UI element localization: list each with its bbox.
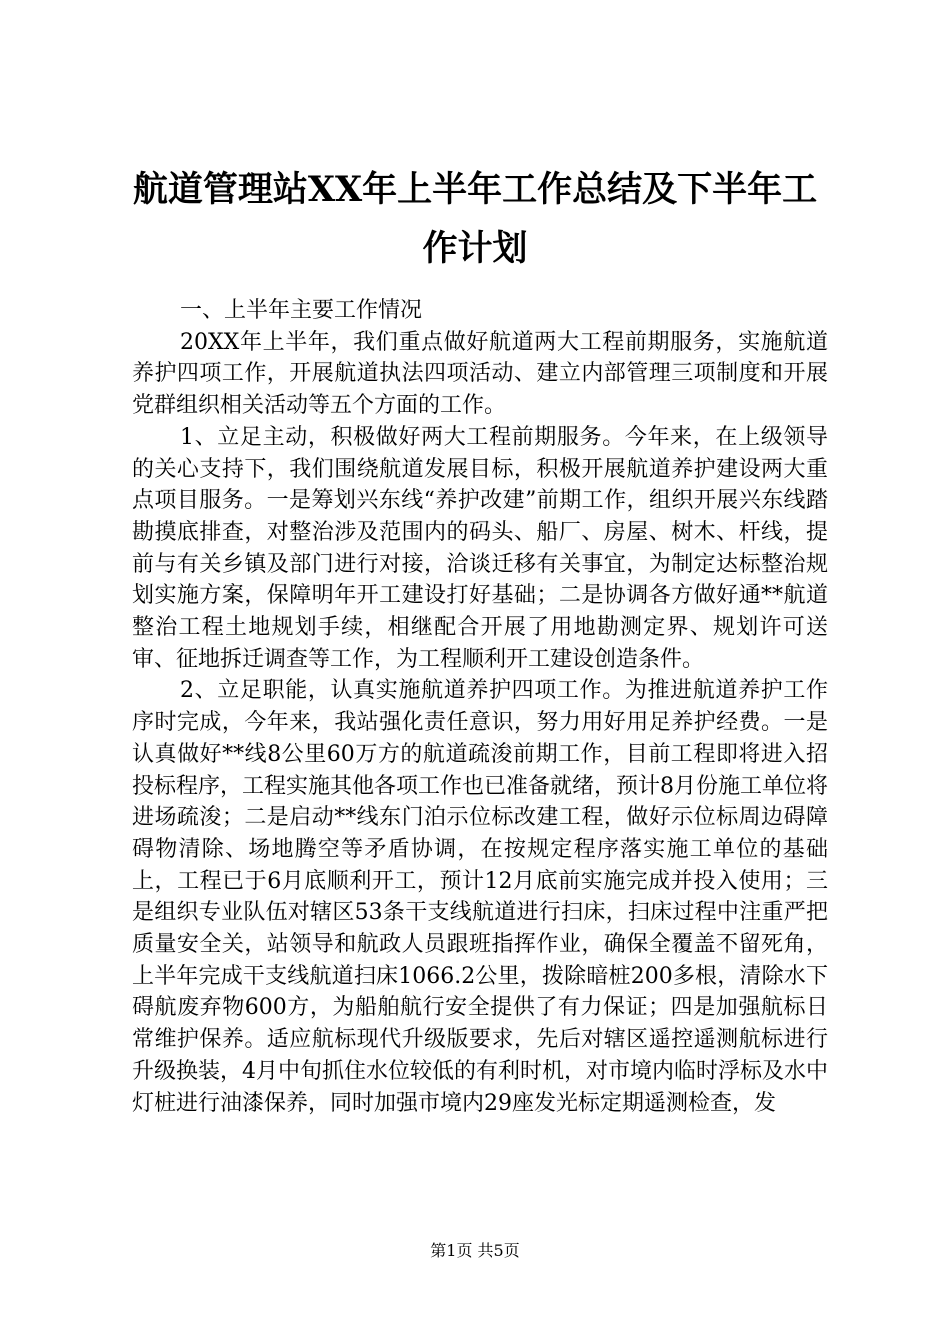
section-heading: 一、上半年主要工作情况 <box>180 298 423 323</box>
body-paragraph: 20XX年上半年，我们重点做好航道两大工程前期服务，实施航道养护四项工作，开展航道执法四项活动、建立内部管理三项制度和开展党群组织相关活动等五个方面的工作。 <box>132 329 828 419</box>
document-title: 航道管理站XX年上半年工作总结及下半年工作计划 <box>132 169 818 269</box>
document-body <box>132 295 828 1119</box>
page-number-footer: 第1页 共5页 <box>430 1241 520 1260</box>
body-paragraph: 2、立足职能，认真实施航道养护四项工作。为推进航道养护工作序时完成，今年来，我站强化责任意识，努力用好用足养护经费。一是认真做好**线8公里60万方的航道疏浚前期工作，目前工程即将进入招投标程序，工程实施其他各项工作也已准备就绪，预计8月份施工单位将进场疏浚；二是启动**线东门泊示位标改建工程，做好示位标周边碍障碍物清除、场地腾空等矛盾协调，在按规定程序落实施工单位的基础上，工程已于6月底顺利开工，预计12月底前实施完成并投入使用；三是组织专业队伍对辖区53条干支线航道进行扫床，扫床过程中注重严把质量安全关，站领导和航政人员跟班指挥作业，确保全覆盖不留死角，上半年完成干支线航道扫床1066.2公里，拨除暗桩200多根，清除水下碍航废弃物600方，为船舶航行安全提供了有力保证；四是加强航标日常维护保养。适应航标现代升级版要求，先后对辖区遥控遥测航标进行升级换装，4月中旬抓住水位较低的有利时机，对市境内临时浮标及水中灯桩进行油漆保养，同时加强市境内29座发光标定期遥测检查，发 <box>132 678 828 1116</box>
body-paragraph: 1、立足主动，积极做好两大工程前期服务。今年来，在上级领导的关心支持下，我们围绕航道发展目标，积极开展航道养护建设两大重点项目服务。一是筹划兴东线“养护改建”前期工作，组织开展兴东线踏勘摸底排查，对整治涉及范围内的码头、船厂、房屋、树木、杆线，提前与有关乡镇及部门进行对接，洽谈迁移有关事宜，为制定达标整治规划实施方案，保障明年开工建设打好基础；二是协调各方做好通**航道整治工程土地规划手续，相继配合开展了用地勘测定界、规划许可送审、征地拆迁调查等工作，为工程顺利开工建设创造条件。 <box>132 424 828 672</box>
